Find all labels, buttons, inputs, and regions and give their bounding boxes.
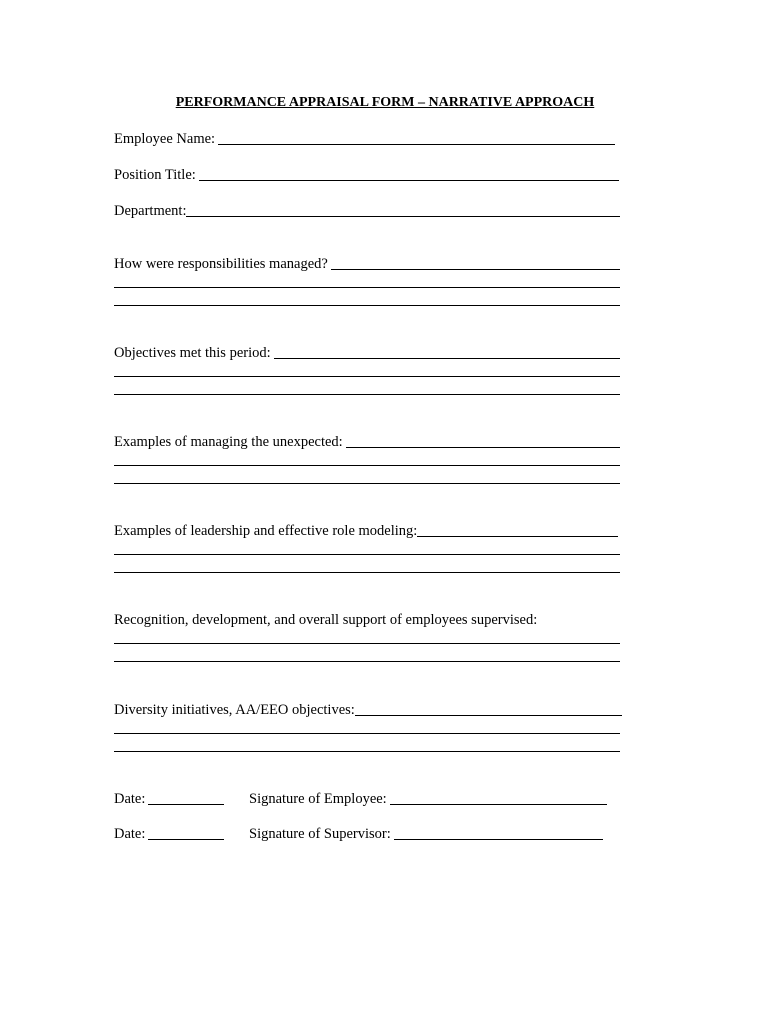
- responsibilities-field[interactable]: [331, 269, 620, 270]
- employee-name-label: Employee Name:: [114, 131, 216, 147]
- diversity-line-3[interactable]: [114, 751, 620, 752]
- recognition-row: [114, 611, 620, 629]
- position-title-field[interactable]: [199, 180, 619, 181]
- supervisor-date-label: Date:: [114, 826, 146, 842]
- diversity-field[interactable]: [355, 715, 622, 716]
- unexpected-field[interactable]: [346, 447, 620, 448]
- diversity-label: Diversity initiatives, AA/EEO objectives:: [114, 702, 355, 718]
- objectives-label: Objectives met this period:: [114, 345, 271, 361]
- supervisor-date-field[interactable]: [148, 839, 224, 840]
- employee-date-group: [114, 790, 226, 808]
- supervisor-signature-group: [249, 825, 603, 843]
- department-label: Department:: [114, 203, 187, 219]
- supervisor-date-group: [114, 825, 226, 843]
- recognition-line-2[interactable]: [114, 661, 620, 662]
- form-title: PERFORMANCE APPRAISAL FORM – NARRATIVE APPROACH: [175, 95, 595, 110]
- responsibilities-line-2[interactable]: [114, 287, 620, 288]
- employee-signature-group: [249, 790, 607, 808]
- employee-signature-field[interactable]: [390, 804, 607, 805]
- diversity-line-2[interactable]: [114, 733, 620, 734]
- unexpected-line-3[interactable]: [114, 483, 620, 484]
- leadership-field[interactable]: [417, 536, 618, 537]
- responsibilities-row: [114, 255, 620, 273]
- supervisor-signature-label: Signature of Supervisor:: [249, 826, 391, 842]
- leadership-label: Examples of leadership and effective role modeling:: [114, 523, 418, 539]
- unexpected-label: Examples of managing the unexpected:: [114, 434, 343, 450]
- position-title-label: Position Title:: [114, 167, 196, 183]
- employee-signature-label: Signature of Employee:: [249, 791, 387, 807]
- leadership-row: [114, 522, 620, 540]
- unexpected-line-2[interactable]: [114, 465, 620, 466]
- employee-name-field[interactable]: [218, 144, 615, 145]
- diversity-row: [114, 701, 622, 719]
- objectives-field[interactable]: [274, 358, 620, 359]
- unexpected-row: [114, 433, 620, 451]
- department-field[interactable]: [186, 216, 620, 217]
- position-title-row: [114, 166, 620, 184]
- supervisor-signature-field[interactable]: [394, 839, 603, 840]
- employee-name-row: [114, 130, 620, 148]
- department-row: [114, 202, 620, 220]
- leadership-line-3[interactable]: [114, 572, 620, 573]
- responsibilities-line-3[interactable]: [114, 305, 620, 306]
- responsibilities-label: How were responsibilities managed?: [114, 256, 328, 272]
- leadership-line-2[interactable]: [114, 554, 620, 555]
- objectives-row: [114, 344, 620, 362]
- objectives-line-2[interactable]: [114, 376, 620, 377]
- recognition-label: Recognition, development, and overall support of employees supervised:: [114, 612, 538, 628]
- recognition-line-1[interactable]: [114, 643, 620, 644]
- employee-date-field[interactable]: [148, 804, 224, 805]
- employee-date-label: Date:: [114, 791, 146, 807]
- objectives-line-3[interactable]: [114, 394, 620, 395]
